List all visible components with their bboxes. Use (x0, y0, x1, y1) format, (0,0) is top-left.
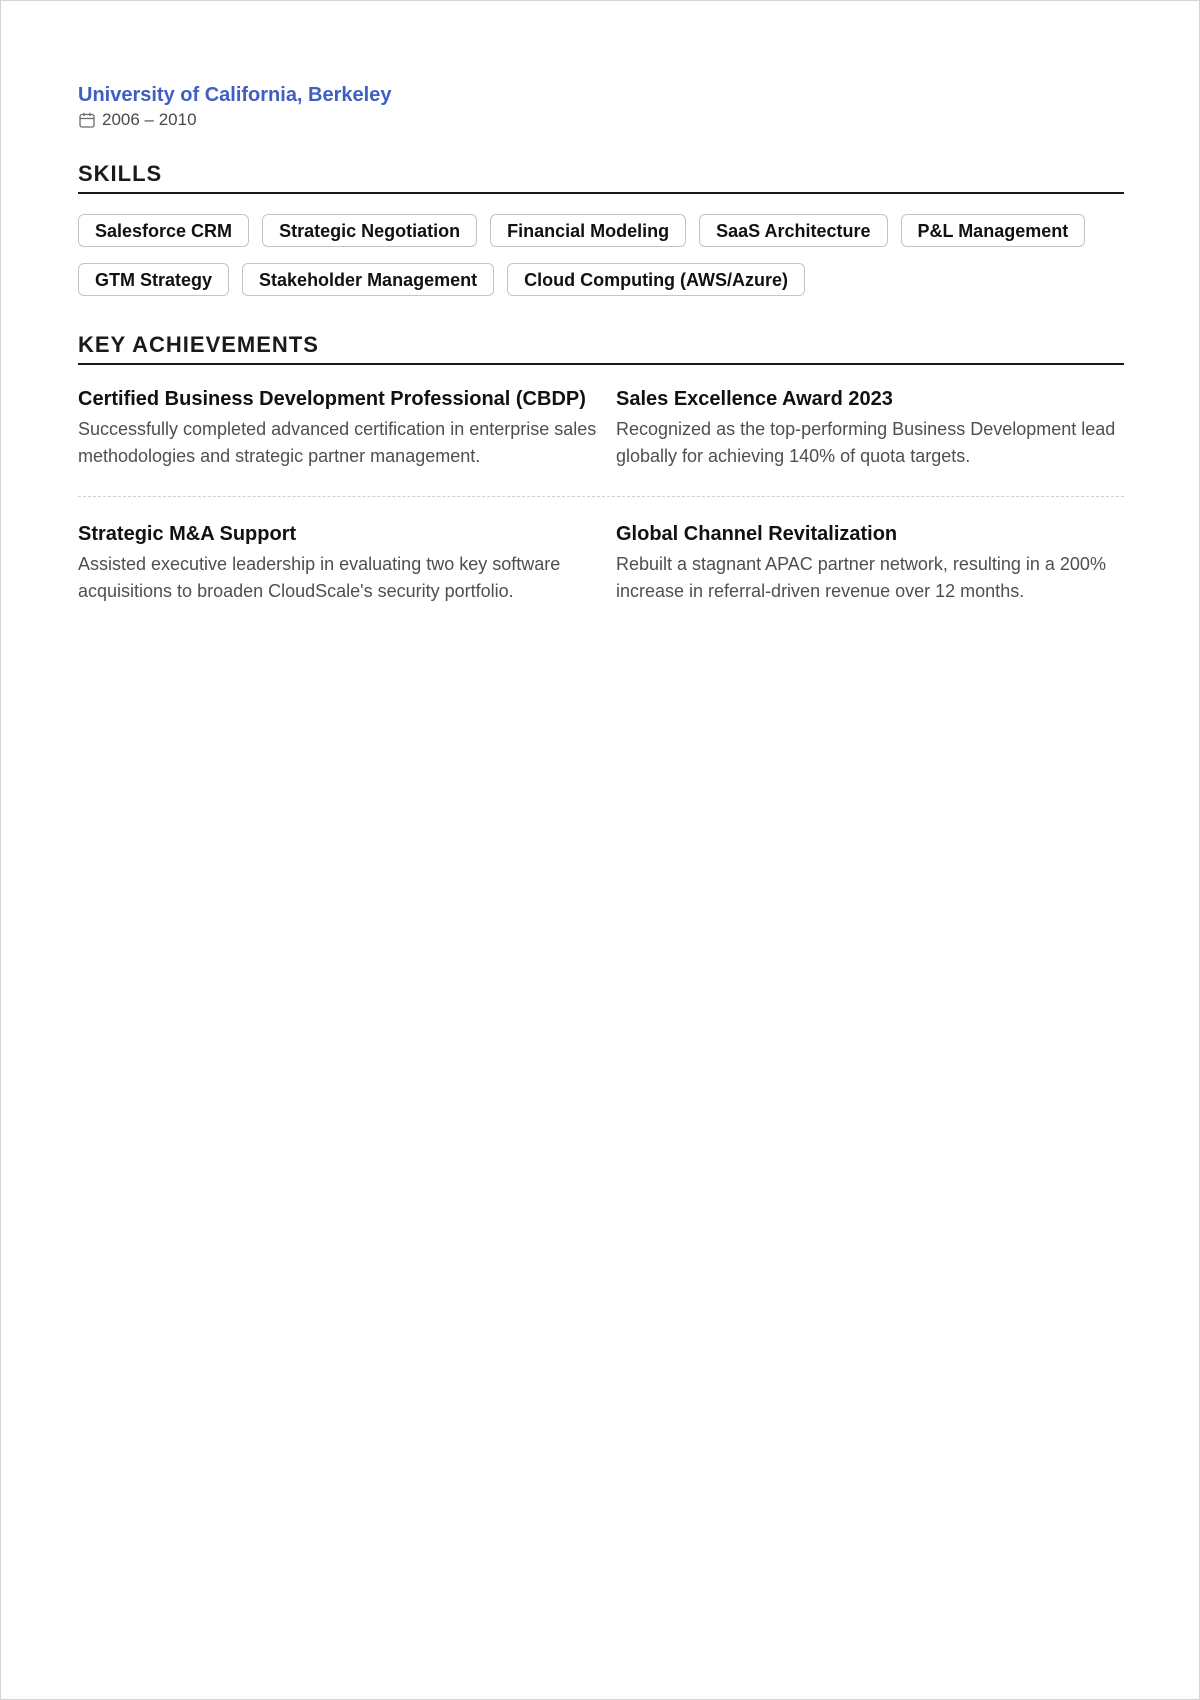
skills-heading: SKILLS (78, 159, 1124, 194)
skill-tag: Cloud Computing (AWS/Azure) (507, 263, 805, 296)
skills-list (78, 214, 1124, 296)
achievement-title: Strategic M&A Support (78, 523, 297, 545)
achievement-description: Successfully completed advanced certification in enterprise sales methodologies and strategic partner management. (78, 419, 597, 466)
achievement-description: Recognized as the top-performing Business Development lead globally for achieving 140% of quota targets. (616, 419, 1116, 466)
achievement-item (78, 365, 616, 496)
calendar-icon (78, 111, 96, 129)
achievements-grid (78, 365, 1124, 631)
achievement-title: Certified Business Development Professional (CBDP) (78, 388, 586, 410)
achievements-heading: KEY ACHIEVEMENTS (78, 330, 1124, 365)
achievement-description: Assisted executive leadership in evaluating two key software acquisitions to broaden CloudScale's security portfolio. (78, 554, 561, 601)
education-dates (78, 109, 1124, 131)
achievement-description: Rebuilt a stagnant APAC partner network, resulting in a 200% increase in referral-driven revenue over 12 months. (616, 554, 1106, 601)
achievement-title: Sales Excellence Award 2023 (616, 388, 893, 410)
skill-tag: P&L Management (901, 214, 1086, 247)
education-school: University of California, Berkeley (78, 84, 392, 106)
achievement-item (78, 497, 616, 631)
skills-section (78, 159, 1124, 296)
skill-tag: SaaS Architecture (699, 214, 887, 247)
achievements-section (78, 330, 1124, 631)
resume-content (78, 81, 1124, 631)
achievement-item (616, 365, 1124, 496)
skill-tag: GTM Strategy (78, 263, 229, 296)
education-dates-text: 2006 – 2010 (102, 110, 197, 129)
achievement-title: Global Channel Revitalization (616, 523, 898, 545)
skill-tag: Salesforce CRM (78, 214, 249, 247)
achievement-item (616, 497, 1124, 631)
skill-tag: Stakeholder Management (242, 263, 494, 296)
skill-tag: Strategic Negotiation (262, 214, 477, 247)
skill-tag: Financial Modeling (490, 214, 686, 247)
education-entry (78, 81, 1124, 131)
